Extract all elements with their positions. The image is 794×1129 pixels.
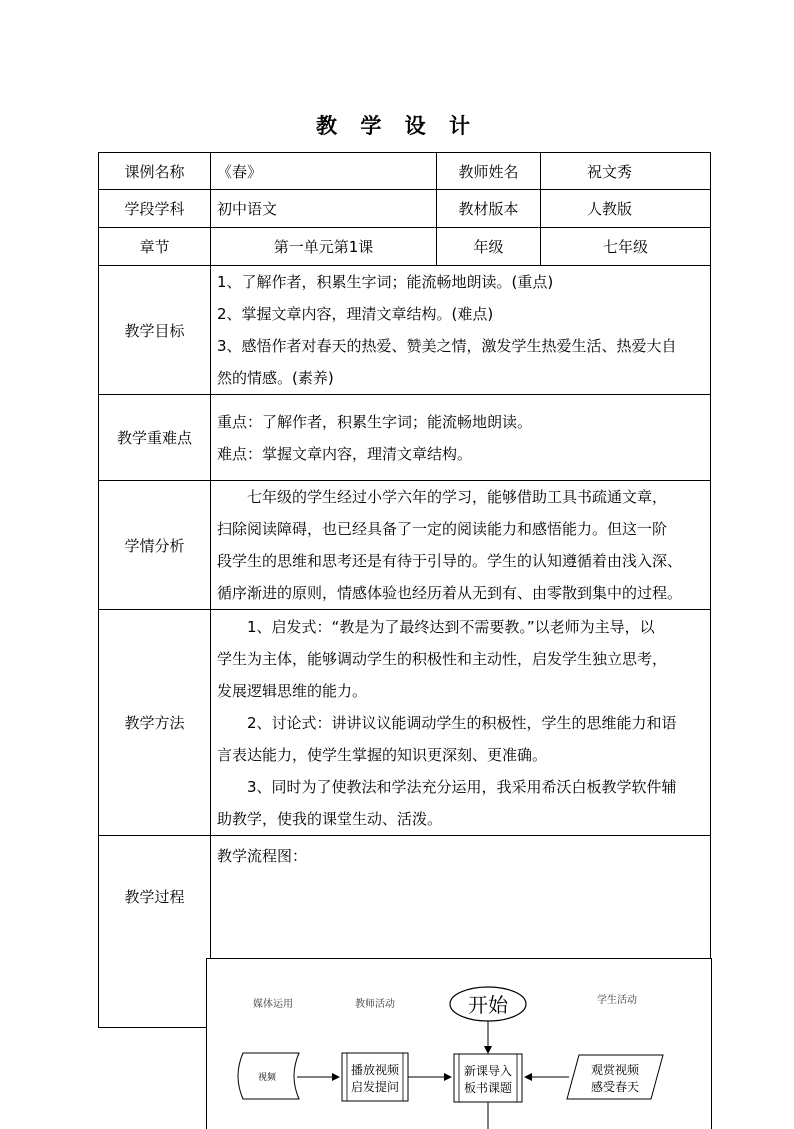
label-analysis: 学情分析: [99, 481, 211, 610]
method-line: 学生为主体，能够调动学生的积极性和主动性，启发学生独立思考，: [217, 649, 668, 668]
label-key-points: 教学重难点: [99, 395, 211, 481]
goal-line: 然的情感。(素养): [217, 369, 334, 387]
label-textbook: 教材版本: [437, 190, 541, 228]
analysis-line: 循序渐进的原则，情感体验也经历着从无到有、由零散到集中的过程。: [217, 584, 683, 602]
info-row: [99, 190, 711, 228]
student-activity-line2: 感受春天: [590, 1080, 640, 1094]
goals-row: [99, 266, 711, 395]
intro-line1: 新课导入: [463, 1064, 513, 1078]
analysis-line: 七年级的学生经过小学六年的学习，能够借助工具书疏通文章，: [247, 488, 668, 506]
goal-line: 3、感悟作者对春天的热爱、赞美之情，激发学生热爱生活、热爱大自: [217, 337, 677, 355]
info-row: [99, 153, 711, 190]
col-student-label: 学生活动: [597, 995, 637, 1006]
start-label: 开始: [468, 993, 508, 1017]
label-process: 教学过程: [99, 836, 211, 1028]
label-lesson-name: 课例名称: [99, 153, 211, 190]
teacher-activity-line1: 播放视频: [350, 1063, 400, 1077]
analysis-line: 段学生的思维和思考还是有待于引导的。学生的认知遵循着由浅入深、: [217, 552, 683, 570]
label-methods: 教学方法: [99, 610, 211, 836]
value-subject: 初中语文: [211, 190, 437, 228]
goal-line: 1、了解作者，积累生字词；能流畅地朗读。(重点): [217, 273, 554, 291]
label-chapter: 章节: [99, 228, 211, 266]
col-media-label: 媒体运用: [253, 999, 293, 1010]
key-point-line: 重点：了解作者，积累生字词；能流畅地朗读。: [217, 412, 533, 431]
goal-line: 2、掌握文章内容，理清文章结构。(难点): [217, 305, 494, 323]
value-grade: 七年级: [541, 228, 711, 266]
methods-content: [211, 610, 711, 836]
value-chapter: 第一单元第1课: [211, 228, 437, 266]
label-goals: 教学目标: [99, 266, 211, 395]
key-points-row: [99, 395, 711, 481]
intro-line2: 板书课题: [463, 1081, 513, 1095]
label-subject: 学段学科: [99, 190, 211, 228]
goals-content: [211, 266, 711, 395]
col-teacher-label: 教师活动: [355, 999, 395, 1010]
key-points-content: [211, 395, 711, 481]
value-textbook: 人教版: [541, 190, 711, 228]
method-line: 2、讨论式：讲讲议议能调动学生的积极性，学生的思维能力和语: [247, 713, 677, 732]
method-line: 发展逻辑思维的能力。: [217, 681, 368, 700]
analysis-content: [211, 481, 711, 610]
media-video-label: 视频: [257, 1073, 277, 1083]
method-line: 1、启发式：“教是为了最终达到不需要教。”以老师为主导，以: [247, 617, 655, 636]
method-line: 助教学，使我的课堂生动、活泼。: [217, 809, 443, 828]
value-lesson-name: 《春》: [211, 153, 437, 190]
teaching-flowchart: [206, 958, 712, 1129]
teacher-activity-line2: 启发提问: [350, 1080, 400, 1094]
analysis-row: [99, 481, 711, 610]
student-activity-line1: 观赏视频: [590, 1063, 640, 1077]
method-line: 言表达能力，使学生掌握的知识更深刻、更准确。: [217, 745, 548, 764]
label-grade: 年级: [437, 228, 541, 266]
methods-row: [99, 610, 711, 836]
method-line: 3、同时为了使教法和学法充分运用，我采用希沃白板教学软件辅: [247, 777, 677, 796]
process-text: 教学流程图：: [217, 847, 308, 865]
key-point-line: 难点：掌握文章内容，理清文章结构。: [217, 444, 473, 463]
value-teacher-name: 祝文秀: [541, 153, 711, 190]
info-row: [99, 228, 711, 266]
document-title: 教 学 设 计: [316, 114, 478, 138]
analysis-line: 扫除阅读障碍，也已经具备了一定的阅读能力和感悟能力。但这一阶: [217, 520, 668, 538]
label-teacher-name: 教师姓名: [437, 153, 541, 190]
lesson-design-table: [98, 152, 711, 1028]
flowchart-svg: [207, 959, 711, 1129]
